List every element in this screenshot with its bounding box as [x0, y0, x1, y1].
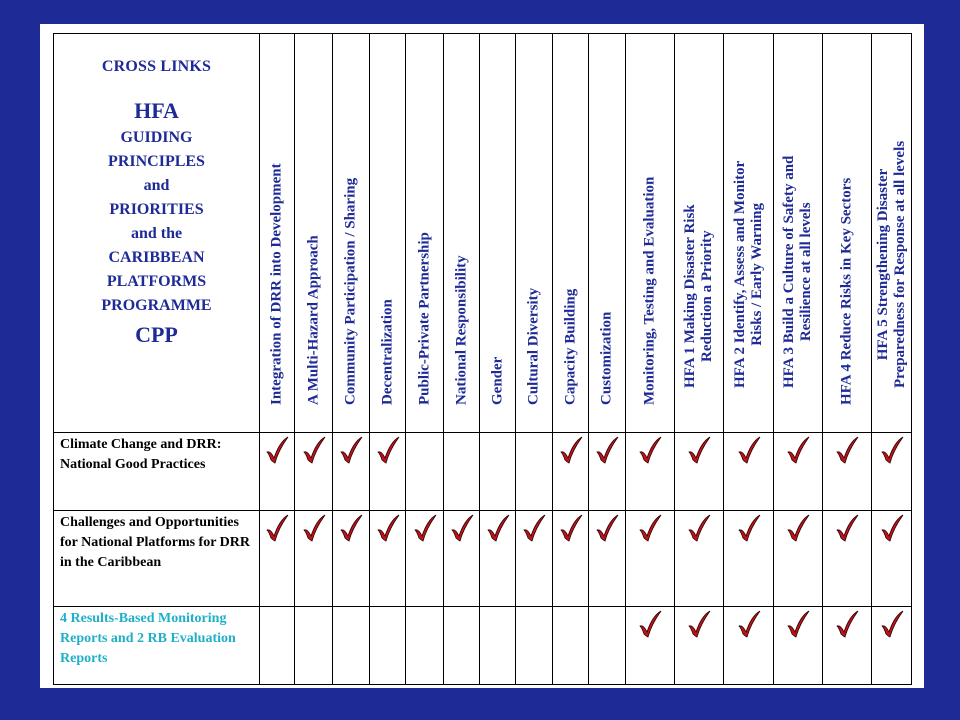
- checkmark-icon: [301, 513, 327, 543]
- checkmark-icon: [834, 435, 860, 465]
- cross-links-title: CROSS LINKS: [101, 58, 212, 75]
- header-row: [54, 34, 912, 433]
- matrix-cell: [444, 607, 480, 685]
- matrix-cell: [589, 511, 626, 607]
- matrix-cell: [370, 511, 406, 607]
- checkmark-icon: [338, 513, 364, 543]
- column-header: [626, 34, 675, 433]
- checkmark-icon: [785, 609, 811, 639]
- matrix-cell: [724, 433, 774, 511]
- column-header-text: [453, 255, 470, 405]
- column-header: [480, 34, 516, 433]
- column-header-line: HFA 1 Making Disaster Risk: [682, 204, 698, 388]
- column-header-line: Community Participation / Sharing: [342, 177, 359, 405]
- column-header-line: Resilience at all levels: [798, 202, 814, 342]
- table-row: [54, 607, 912, 685]
- column-header-line: National Responsibility: [453, 255, 469, 405]
- matrix-cell: [589, 607, 626, 685]
- matrix-cell: [333, 511, 370, 607]
- column-header-line: Capacity Building: [562, 288, 578, 405]
- matrix-cell: [589, 433, 626, 511]
- table-row: [54, 433, 912, 511]
- matrix-cell: [333, 433, 370, 511]
- matrix-cell: [370, 433, 406, 511]
- matrix-cell: [516, 511, 553, 607]
- column-header: [823, 34, 872, 433]
- checkmark-icon: [834, 513, 860, 543]
- column-header-line: Customization: [598, 311, 615, 405]
- column-header-line: Risks / Early Warning: [748, 203, 765, 346]
- matrix-cell: [774, 511, 823, 607]
- matrix-cell: [553, 511, 589, 607]
- matrix-cell: [370, 607, 406, 685]
- checkmark-icon: [264, 435, 290, 465]
- checkmark-icon: [686, 513, 712, 543]
- matrix-cell: [823, 433, 872, 511]
- matrix-cell: [406, 433, 444, 511]
- matrix-cell: [444, 433, 480, 511]
- hfa-title: HFA: [134, 98, 179, 123]
- column-header: [370, 34, 406, 433]
- checkmark-icon: [594, 435, 620, 465]
- slide-panel: [40, 24, 924, 688]
- matrix-cell: [295, 607, 333, 685]
- column-header-text: [781, 156, 815, 388]
- checkmark-icon: [736, 609, 762, 639]
- row-label: 4 Results-Based Monitoring Reports and 2 RB Evaluation Reports: [54, 607, 260, 685]
- corner-line: PLATFORMS: [106, 273, 207, 290]
- column-header-line: Integration of DRR into Development: [268, 163, 285, 405]
- checkmark-icon: [736, 513, 762, 543]
- checkmark-icon: [637, 513, 663, 543]
- matrix-cell: [260, 607, 295, 685]
- matrix-cell: [724, 607, 774, 685]
- checkmark-icon: [375, 435, 401, 465]
- table-row: [54, 511, 912, 607]
- checkmark-icon: [637, 609, 663, 639]
- matrix-cell: [823, 511, 872, 607]
- column-header-line: HFA 5 Strengthening Disaster: [874, 168, 891, 361]
- column-header: [675, 34, 724, 433]
- matrix-cell: [406, 607, 444, 685]
- checkmark-icon: [686, 609, 712, 639]
- column-header: [724, 34, 774, 433]
- column-header-text: [642, 177, 659, 405]
- checkmark-icon: [449, 513, 475, 543]
- checkmark-icon: [879, 513, 905, 543]
- matrix-cell: [553, 607, 589, 685]
- corner-heading: [54, 34, 260, 433]
- corner-line: CARIBBEAN: [108, 249, 205, 266]
- checkmark-icon: [879, 609, 905, 639]
- column-header: [260, 34, 295, 433]
- column-header-text: [599, 312, 616, 405]
- cross-links-matrix: [53, 33, 912, 685]
- corner-line: and the: [130, 225, 183, 242]
- checkmark-icon: [879, 435, 905, 465]
- matrix-cell: [872, 511, 912, 607]
- column-header-text: [305, 235, 322, 405]
- matrix-cell: [516, 433, 553, 511]
- column-header-text: [839, 178, 856, 405]
- column-header-line: Reduction a Priority: [699, 230, 715, 363]
- column-header-line: Decentralization: [379, 299, 395, 405]
- matrix-cell: [626, 433, 675, 511]
- matrix-cell: [872, 433, 912, 511]
- matrix-cell: [516, 607, 553, 685]
- column-header-text: [416, 232, 433, 405]
- column-header-line: HFA 4 Reduce Risks in Key Sectors: [838, 177, 855, 405]
- matrix-cell: [724, 511, 774, 607]
- column-header-line: Gender: [489, 356, 505, 405]
- column-header-line: Public-Private Partnership: [416, 232, 432, 405]
- matrix-cell: [406, 511, 444, 607]
- column-header: [872, 34, 912, 433]
- column-header: [589, 34, 626, 433]
- column-header-text: [269, 163, 286, 405]
- column-header: [444, 34, 480, 433]
- corner-line: and: [143, 177, 170, 194]
- checkmark-icon: [594, 513, 620, 543]
- column-header-line: Preparedness for Response at all levels: [891, 140, 908, 388]
- matrix-cell: [626, 511, 675, 607]
- column-header-text: [562, 289, 579, 405]
- checkmark-icon: [412, 513, 438, 543]
- column-header-line: HFA 2 Identify, Assess and Monitor: [731, 160, 748, 388]
- matrix-cell: [480, 433, 516, 511]
- column-header-line: Cultural Diversity: [525, 287, 542, 405]
- column-header-text: [732, 161, 766, 388]
- checkmark-icon: [558, 435, 584, 465]
- matrix-cell: [823, 607, 872, 685]
- column-header-text: [343, 178, 360, 405]
- row-label: Climate Change and DRR: National Good Practices: [54, 433, 260, 511]
- column-header-line: HFA 3 Build a Culture of Safety and: [781, 155, 797, 388]
- column-header: [333, 34, 370, 433]
- column-header-text: [379, 299, 396, 405]
- checkmark-icon: [264, 513, 290, 543]
- matrix-cell: [260, 511, 295, 607]
- corner-line: GUIDING: [120, 129, 193, 146]
- checkmark-icon: [521, 513, 547, 543]
- checkmark-icon: [375, 513, 401, 543]
- corner-line: PRINCIPLES: [108, 153, 205, 170]
- matrix-cell: [872, 607, 912, 685]
- column-header: [774, 34, 823, 433]
- checkmark-icon: [637, 435, 663, 465]
- matrix-cell: [260, 433, 295, 511]
- column-header-line: Monitoring, Testing and Evaluation: [641, 176, 658, 405]
- checkmark-icon: [558, 513, 584, 543]
- matrix-cell: [675, 433, 724, 511]
- checkmark-icon: [785, 435, 811, 465]
- checkmark-icon: [485, 513, 511, 543]
- checkmark-icon: [686, 435, 712, 465]
- matrix-cell: [333, 607, 370, 685]
- matrix-cell: [444, 511, 480, 607]
- column-header: [406, 34, 444, 433]
- column-header: [553, 34, 589, 433]
- matrix-cell: [295, 511, 333, 607]
- matrix-cell: [675, 607, 724, 685]
- matrix-cell: [675, 511, 724, 607]
- matrix-cell: [626, 607, 675, 685]
- matrix-cell: [480, 511, 516, 607]
- corner-line: PROGRAMME: [101, 297, 212, 314]
- checkmark-icon: [736, 435, 762, 465]
- matrix-cell: [553, 433, 589, 511]
- column-header-text: [682, 204, 716, 388]
- matrix-cell: [774, 607, 823, 685]
- cpp-title: CPP: [135, 322, 178, 347]
- matrix-cell: [480, 607, 516, 685]
- corner-line: PRIORITIES: [109, 201, 204, 218]
- column-header: [295, 34, 333, 433]
- checkmark-icon: [785, 513, 811, 543]
- column-header: [516, 34, 553, 433]
- checkmark-icon: [301, 435, 327, 465]
- column-header-text: [875, 141, 909, 388]
- checkmark-icon: [834, 609, 860, 639]
- matrix-cell: [295, 433, 333, 511]
- matrix-cell: [774, 433, 823, 511]
- checkmark-icon: [338, 435, 364, 465]
- row-label: Challenges and Opportunities for National Platforms for DRR in the Caribbean: [54, 511, 260, 607]
- column-header-text: [526, 288, 543, 405]
- column-header-line: A Multi-Hazard Approach: [305, 235, 321, 405]
- column-header-text: [489, 357, 506, 405]
